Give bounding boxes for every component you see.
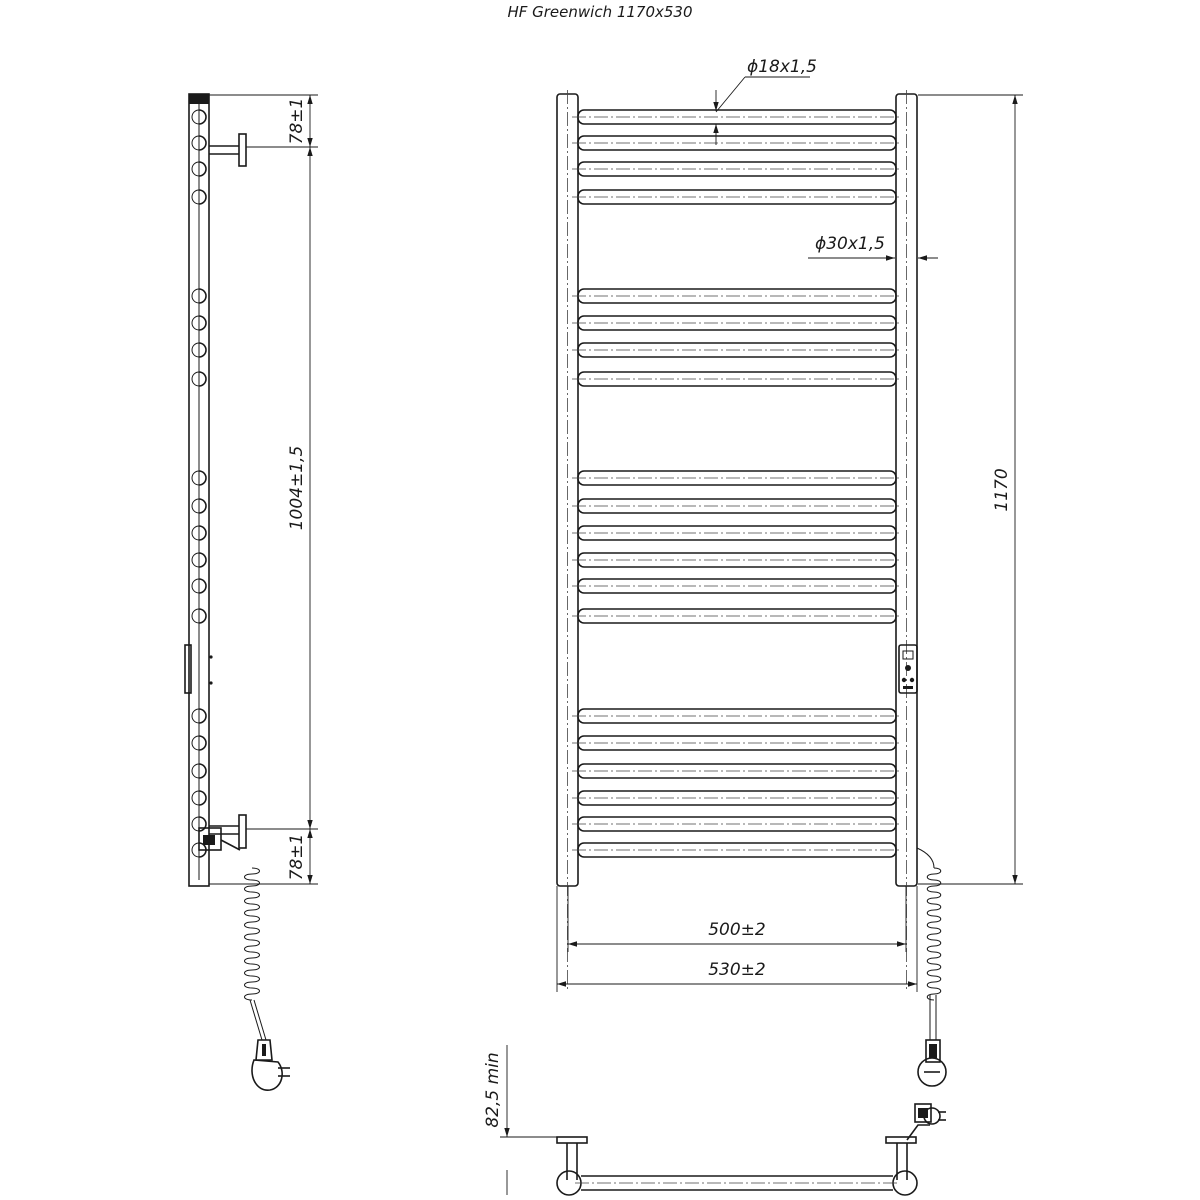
crossbar <box>572 843 902 857</box>
crossbar <box>572 499 902 513</box>
drawing-title: HF Greenwich 1170x530 <box>507 3 693 21</box>
crossbar-end <box>199 553 206 567</box>
crossbar <box>572 817 902 831</box>
side-view <box>185 94 318 1090</box>
crossbar <box>572 316 902 330</box>
side-dim-bottom: 78±1 <box>287 833 307 881</box>
crossbar <box>572 764 902 778</box>
bottom-heater-connector <box>907 1104 946 1140</box>
bottom-right-flange <box>886 1137 916 1143</box>
crossbar-end <box>199 499 206 513</box>
crossbar <box>572 471 902 485</box>
crossbar-end <box>199 136 206 150</box>
bottom-left-flange <box>557 1137 587 1143</box>
side-cable <box>250 1000 266 1040</box>
crossbar-end <box>199 110 206 124</box>
crossbar <box>572 136 902 150</box>
crossbar <box>572 526 902 540</box>
crossbar <box>572 162 902 176</box>
crossbar-end <box>199 316 206 330</box>
crossbar-end <box>199 190 206 204</box>
crossbar <box>572 791 902 805</box>
crossbar <box>572 709 902 723</box>
inner-width-label: 500±2 <box>708 920 766 940</box>
side-plug-icon <box>252 1040 290 1090</box>
wall-distance-label: 82,5 min <box>483 1052 503 1128</box>
crossbar-end <box>199 817 206 831</box>
front-cable <box>930 995 936 1040</box>
front-view <box>557 57 1023 1086</box>
crossbar-end <box>199 609 206 623</box>
height-label: 1170 <box>992 468 1012 512</box>
crossbar <box>572 190 902 204</box>
side-top-bracket <box>209 134 246 166</box>
crossbar-end <box>199 736 206 750</box>
crossbar-end <box>199 764 206 778</box>
upright-diameter-label: ϕ30x1,5 <box>815 234 885 254</box>
crossbar <box>572 553 902 567</box>
crossbar <box>572 110 902 124</box>
front-crossbars <box>572 110 902 857</box>
front-coiled-cable <box>927 868 941 1000</box>
crossbar <box>572 579 902 593</box>
crossbar-end <box>199 471 206 485</box>
crossbar-diameter-label: ϕ18x1,5 <box>747 57 817 77</box>
crossbar-end <box>199 526 206 540</box>
front-cable-top <box>917 848 934 868</box>
front-plug-icon <box>918 1040 946 1086</box>
side-coiled-cable <box>245 868 260 1000</box>
outer-width-label: 530±2 <box>708 960 766 980</box>
crossbar-end <box>199 162 206 176</box>
crossbar <box>572 372 902 386</box>
crossbar <box>572 609 902 623</box>
crossbar <box>572 289 902 303</box>
crossbar <box>572 736 902 750</box>
crossbar-end <box>199 289 206 303</box>
control-unit <box>899 645 917 693</box>
side-top-cap <box>189 94 209 104</box>
crossbar-end <box>199 709 206 723</box>
crossbar-end <box>199 372 206 386</box>
side-dim-middle: 1004±1,5 <box>287 445 307 531</box>
crossbar <box>572 343 902 357</box>
crossbar-end <box>199 343 206 357</box>
bottom-view <box>483 1045 946 1195</box>
crossbar-end <box>199 791 206 805</box>
crossbar-end <box>199 579 206 593</box>
side-dim-top: 78±1 <box>287 97 307 145</box>
